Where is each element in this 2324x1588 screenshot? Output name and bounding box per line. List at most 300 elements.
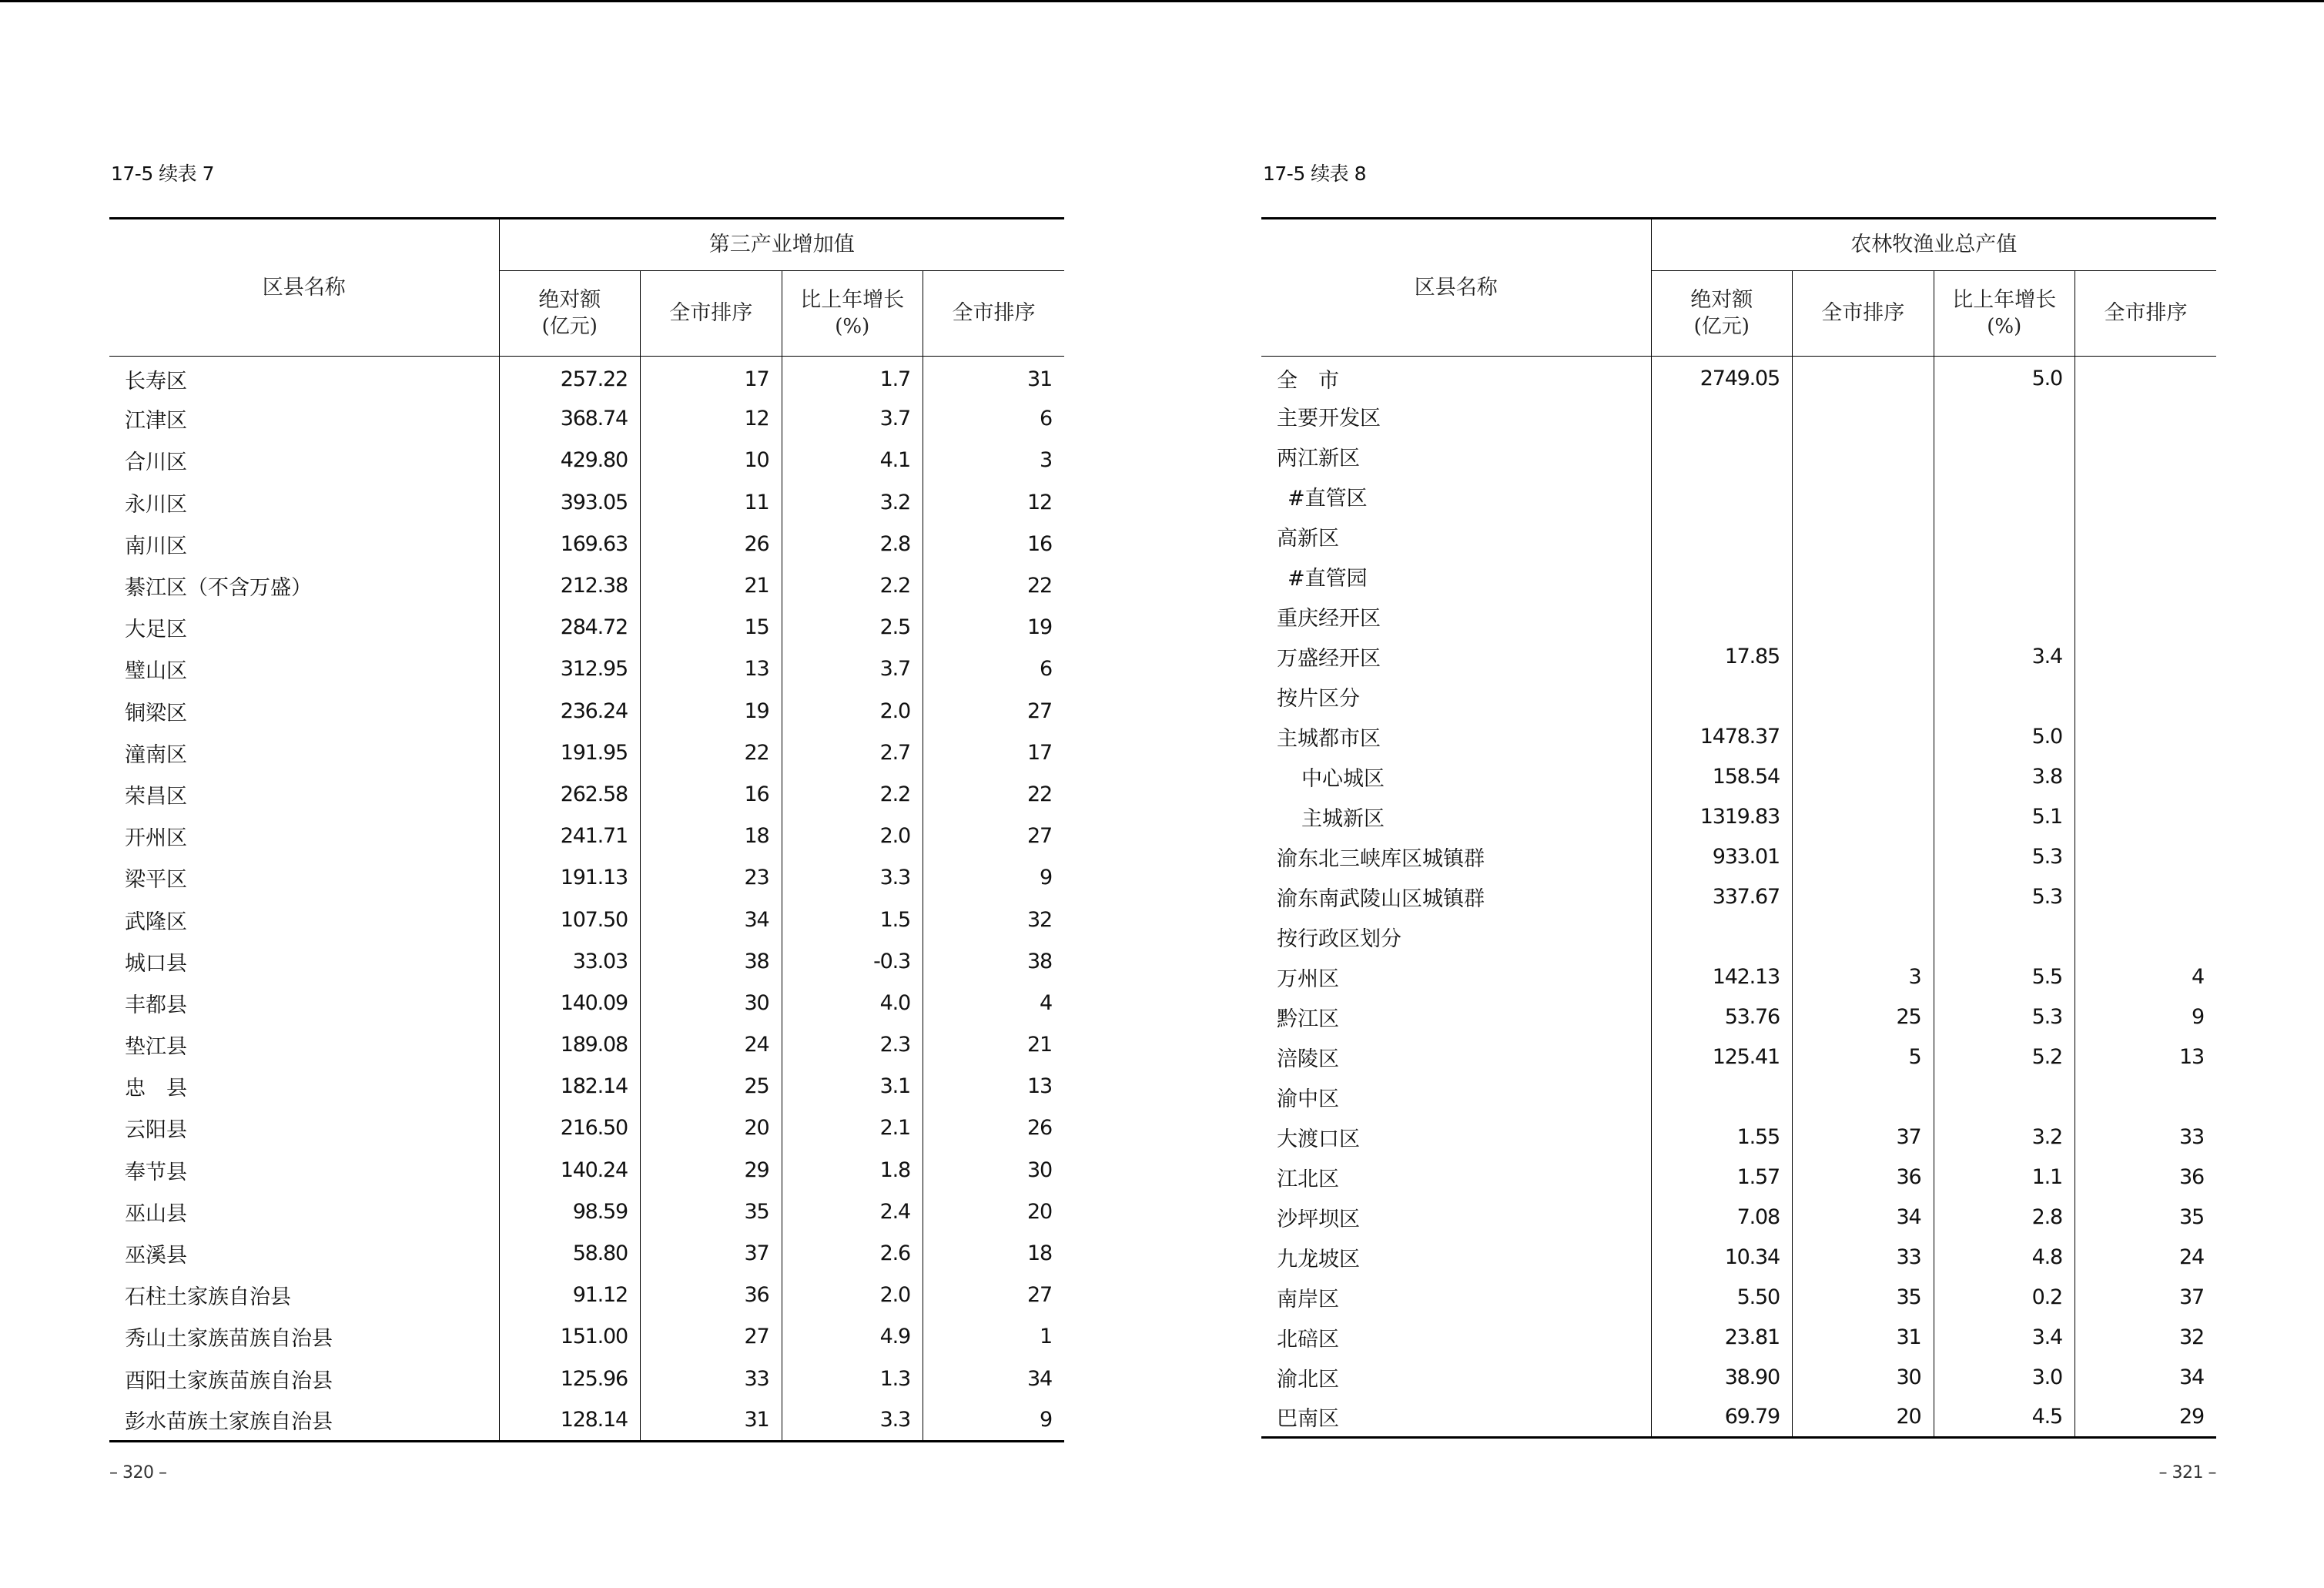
growth-rank-cell: 12 [1027,490,1052,514]
district-name-cell: 綦江区（不含万盛） [109,565,499,606]
district-name-cell: 主城都市区 [1261,717,1651,757]
growth-cell [1934,397,2075,437]
right-page [1261,0,2216,1588]
absolute-value-cell: 393.05 [499,481,641,523]
rank-cell: 15 [641,607,782,648]
table-row [109,1107,1064,1149]
table-row [109,440,1064,481]
table-row [109,1024,1064,1066]
growth-cell: 5.3 [1934,837,2075,877]
absolute-value-cell: 191.95 [499,732,641,773]
column-header-growth-rank [923,271,1065,357]
absolute-value-cell: 284.72 [499,607,641,648]
growth-cell: 1.7 [782,357,923,398]
absolute-value-cell: 158.54 [1651,757,1793,797]
growth-cell [1934,917,2075,957]
growth-cell: 2.5 [782,607,923,648]
growth-rank-cell [2075,357,2217,397]
district-name-cell: 城口县 [109,940,499,982]
district-name-cell: 中心城区 [1261,757,1651,797]
column-header-growth-rank [2075,271,2217,357]
absolute-value-cell: 2749.05 [1651,357,1793,397]
rank-cell: 37 [1793,1117,1934,1157]
growth-cell [1934,477,2075,517]
growth-rank-cell: 35 [2179,1205,2204,1229]
table-row [109,773,1064,815]
district-name-cell: #直管区 [1261,477,1651,517]
absolute-value-cell: 1319.83 [1651,797,1793,837]
rank-cell [1793,477,1934,517]
district-name-cell: 秀山土家族苗族自治县 [109,1316,499,1358]
absolute-value-cell [1651,557,1793,597]
growth-cell: 3.4 [1934,637,2075,677]
column-header-absolute [1651,271,1793,357]
growth-cell: 3.4 [1934,1318,2075,1358]
district-name-cell: 合川区 [109,440,499,481]
column-header-growth [1934,271,2075,357]
growth-rank-cell: 27 [1027,824,1052,849]
table-row [1261,357,2216,397]
table-row [1261,1117,2216,1157]
absolute-value-cell [1651,917,1793,957]
rank-cell: 16 [641,773,782,815]
absolute-value-cell: 7.08 [1651,1198,1793,1238]
absolute-value-cell: 368.74 [499,398,641,440]
table-row [1261,757,2216,797]
rank-cell: 25 [641,1066,782,1107]
absolute-value-cell [1651,517,1793,557]
district-name-cell: 万州区 [1261,957,1651,997]
growth-cell: 5.3 [1934,997,2075,1037]
growth-rank-cell: 20 [1027,1199,1052,1224]
rank-cell [1793,797,1934,837]
rank-cell: 5 [1793,1037,1934,1077]
rank-cell: 30 [641,982,782,1023]
absolute-value-cell: 107.50 [499,899,641,940]
absolute-value-cell: 236.24 [499,690,641,732]
table-row [1261,957,2216,997]
rank-cell: 11 [641,481,782,523]
district-name-cell: 沙坪坝区 [1261,1198,1651,1238]
rank-cell: 24 [641,1024,782,1066]
district-name-cell: 高新区 [1261,517,1651,557]
district-name-cell: 北碚区 [1261,1318,1651,1358]
district-name-cell: 长寿区 [109,357,499,398]
growth-rank-cell: 32 [2179,1325,2204,1349]
absolute-value-cell [1651,597,1793,637]
growth-cell: 2.0 [782,816,923,857]
district-name-cell: 开州区 [109,816,499,857]
rank-cell [1793,597,1934,637]
absolute-value-cell: 58.80 [499,1232,641,1274]
growth-cell [1934,677,2075,717]
district-name-cell: 垫江县 [109,1024,499,1066]
growth-cell: -0.3 [782,940,923,982]
growth-rank-cell [2075,797,2217,837]
absolute-value-cell: 1.55 [1651,1117,1793,1157]
agriculture-output-table [1261,217,2216,1439]
rank-cell [1793,517,1934,557]
absolute-value-cell: 933.01 [1651,837,1793,877]
growth-cell: 2.6 [782,1232,923,1274]
column-header-growth [782,271,923,357]
rank-cell: 26 [641,523,782,565]
district-name-cell: 璧山区 [109,648,499,690]
table-row [109,816,1064,857]
rank-cell: 19 [641,690,782,732]
absolute-value-cell: 191.13 [499,857,641,899]
growth-rank-cell: 6 [1040,407,1052,431]
growth-rank-cell [2075,717,2217,757]
absolute-value-cell: 1.57 [1651,1157,1793,1198]
district-name-cell: 按行政区划分 [1261,917,1651,957]
absolute-value-cell [1651,397,1793,437]
growth-rank-cell: 37 [2179,1285,2204,1309]
column-group-header: 第三产业增加值 [499,219,1064,271]
table-row [109,899,1064,940]
absolute-value-cell: 125.41 [1651,1037,1793,1077]
growth-cell: 3.2 [1934,1117,2075,1157]
growth-cell: 3.0 [1934,1358,2075,1398]
growth-rank-cell: 9 [1040,1408,1052,1432]
column-header-absolute [499,271,641,357]
growth-cell: 2.2 [782,773,923,815]
rank-cell [1793,917,1934,957]
table-row [1261,437,2216,477]
absolute-value-cell: 216.50 [499,1107,641,1149]
growth-cell: 2.1 [782,1107,923,1149]
table-row [109,607,1064,648]
growth-rank-cell: 1 [1040,1325,1052,1349]
header-label: 绝对额 [538,288,601,312]
rank-cell: 29 [641,1149,782,1191]
district-name-cell: 涪陵区 [1261,1037,1651,1077]
growth-cell: 3.8 [1934,757,2075,797]
rank-cell [1793,1077,1934,1117]
growth-rank-cell: 9 [2192,1005,2204,1029]
district-name-cell: 铜梁区 [109,690,499,732]
absolute-value-cell: 140.09 [499,982,641,1023]
table-row [109,1066,1064,1107]
growth-cell: 5.1 [1934,797,2075,837]
rank-cell: 22 [641,732,782,773]
district-name-cell: 南川区 [109,523,499,565]
column-header-rank [641,271,782,357]
district-name-cell: 石柱土家族自治县 [109,1275,499,1316]
header-unit: (%) [835,315,870,338]
table-row [109,1358,1064,1399]
table-row [109,690,1064,732]
rank-cell: 38 [641,940,782,982]
growth-rank-cell: 32 [1027,907,1052,932]
header-label: 绝对额 [1690,288,1753,312]
table-row [1261,1398,2216,1438]
absolute-value-cell: 17.85 [1651,637,1793,677]
rank-cell: 13 [641,648,782,690]
table-row [109,357,1064,398]
rank-cell: 21 [641,565,782,606]
table-row [1261,1238,2216,1278]
growth-cell: 2.3 [782,1024,923,1066]
growth-cell: 3.7 [782,648,923,690]
absolute-value-cell: 23.81 [1651,1318,1793,1358]
growth-rank-cell [2075,557,2217,597]
growth-rank-cell [2075,757,2217,797]
district-name-cell: 南岸区 [1261,1278,1651,1318]
header-label: 全市排序 [2104,301,2188,325]
header-unit: (亿元) [541,315,598,338]
table-row [1261,877,2216,917]
column-group-header: 农林牧渔业总产值 [1651,219,2216,271]
rank-cell: 36 [1793,1157,1934,1198]
rank-cell [1793,757,1934,797]
table-row [1261,1198,2216,1238]
table-row [109,982,1064,1023]
rank-cell [1793,677,1934,717]
table-row [1261,917,2216,957]
table-caption: 17-5 续表 7 [111,162,215,185]
page-number: – 320 – [109,1463,167,1482]
table-row [1261,477,2216,517]
rank-cell: 33 [1793,1238,1934,1278]
growth-cell: 5.3 [1934,877,2075,917]
growth-rank-cell: 13 [2179,1045,2204,1069]
growth-rank-cell: 22 [1027,782,1052,806]
rank-cell: 33 [641,1358,782,1399]
growth-cell: 3.3 [782,1399,923,1441]
growth-rank-cell [2075,877,2217,917]
growth-cell: 5.0 [1934,717,2075,757]
growth-rank-cell [2075,517,2217,557]
table-caption: 17-5 续表 8 [1263,162,1367,185]
district-name-cell: 渝东北三峡库区城镇群 [1261,837,1651,877]
rank-cell: 10 [641,440,782,481]
growth-cell: 2.7 [782,732,923,773]
absolute-value-cell: 312.95 [499,648,641,690]
table-row [109,1232,1064,1274]
rank-cell: 12 [641,398,782,440]
absolute-value-cell: 429.80 [499,440,641,481]
rank-cell: 25 [1793,997,1934,1037]
growth-cell: 2.8 [1934,1198,2075,1238]
growth-rank-cell: 22 [1027,574,1052,598]
table-row [109,481,1064,523]
absolute-value-cell: 337.67 [1651,877,1793,917]
absolute-value-cell: 5.50 [1651,1278,1793,1318]
district-name-cell: 万盛经开区 [1261,637,1651,677]
table-row [1261,677,2216,717]
growth-cell: 4.5 [1934,1398,2075,1438]
table-row [1261,1157,2216,1198]
rank-cell: 20 [1793,1398,1934,1438]
growth-cell: 3.3 [782,857,923,899]
growth-cell: 1.8 [782,1149,923,1191]
rank-cell: 37 [641,1232,782,1274]
absolute-value-cell [1651,1077,1793,1117]
district-name-cell: 彭水苗族土家族自治县 [109,1399,499,1441]
absolute-value-cell [1651,477,1793,517]
district-name-cell: 永川区 [109,481,499,523]
district-name-cell: 巴南区 [1261,1398,1651,1438]
absolute-value-cell: 189.08 [499,1024,641,1066]
rank-cell: 3 [1793,957,1934,997]
growth-cell [1934,437,2075,477]
growth-cell: 2.4 [782,1191,923,1232]
table-row [1261,1278,2216,1318]
district-name-cell: 渝东南武陵山区城镇群 [1261,877,1651,917]
growth-rank-cell: 4 [1040,990,1052,1015]
district-name-cell: 云阳县 [109,1107,499,1149]
column-header-district: 区县名称 [1261,219,1651,357]
district-name-cell: 忠 县 [109,1066,499,1107]
growth-cell: 2.2 [782,565,923,606]
rank-cell: 23 [641,857,782,899]
absolute-value-cell: 169.63 [499,523,641,565]
absolute-value-cell: 241.71 [499,816,641,857]
growth-rank-cell [2075,837,2217,877]
growth-rank-cell: 4 [2192,965,2204,989]
table-row [1261,1318,2216,1358]
growth-cell: 2.8 [782,523,923,565]
rank-cell [1793,837,1934,877]
district-name-cell: 荣昌区 [109,773,499,815]
growth-rank-cell: 18 [1027,1241,1052,1266]
rank-cell: 36 [641,1275,782,1316]
growth-rank-cell: 34 [1027,1366,1052,1391]
district-name-cell: 主要开发区 [1261,397,1651,437]
growth-cell [1934,517,2075,557]
district-name-cell: 渝北区 [1261,1358,1651,1398]
page-number: – 321 – [2158,1463,2216,1482]
growth-cell: 4.0 [782,982,923,1023]
district-name-cell: 黔江区 [1261,997,1651,1037]
growth-cell: 2.0 [782,1275,923,1316]
growth-rank-cell [2075,437,2217,477]
growth-rank-cell: 30 [1027,1157,1052,1182]
table-row [109,1149,1064,1191]
growth-rank-cell [2075,677,2217,717]
growth-rank-cell: 34 [2179,1365,2204,1389]
absolute-value-cell: 140.24 [499,1149,641,1191]
district-name-cell: 重庆经开区 [1261,597,1651,637]
growth-rank-cell: 24 [2179,1245,2204,1269]
growth-rank-cell [2075,597,2217,637]
rank-cell: 18 [641,816,782,857]
rank-cell: 30 [1793,1358,1934,1398]
table-row [109,1275,1064,1316]
district-name-cell: 巫溪县 [109,1232,499,1274]
table-row [1261,637,2216,677]
left-page [109,0,1064,1588]
growth-cell: 5.0 [1934,357,2075,397]
table-row [1261,797,2216,837]
table-row [109,1399,1064,1441]
absolute-value-cell: 1478.37 [1651,717,1793,757]
table-row [1261,1358,2216,1398]
absolute-value-cell: 151.00 [499,1316,641,1358]
growth-cell: 4.9 [782,1316,923,1358]
growth-rank-cell: 3 [1040,448,1052,473]
growth-cell: 4.8 [1934,1238,2075,1278]
district-name-cell: 潼南区 [109,732,499,773]
table-body [1261,357,2216,1438]
absolute-value-cell: 69.79 [1651,1398,1793,1438]
growth-rank-cell: 19 [1027,615,1052,640]
table-row [1261,837,2216,877]
district-name-cell: 武隆区 [109,899,499,940]
district-name-cell: 九龙坡区 [1261,1238,1651,1278]
growth-rank-cell: 27 [1027,1283,1052,1308]
absolute-value-cell: 128.14 [499,1399,641,1441]
growth-rank-cell: 38 [1027,949,1052,973]
absolute-value-cell [1651,677,1793,717]
rank-cell [1793,357,1934,397]
table-body [109,357,1064,1442]
absolute-value-cell: 98.59 [499,1191,641,1232]
table-row [1261,557,2216,597]
rank-cell: 31 [641,1399,782,1441]
rank-cell: 34 [1793,1198,1934,1238]
growth-cell: 1.3 [782,1358,923,1399]
growth-rank-cell: 26 [1027,1116,1052,1141]
table-row [109,940,1064,982]
table-row [1261,997,2216,1037]
growth-rank-cell: 9 [1040,866,1052,890]
growth-rank-cell [2075,477,2217,517]
district-name-cell: 巫山县 [109,1191,499,1232]
growth-cell: 5.2 [1934,1037,2075,1077]
absolute-value-cell: 33.03 [499,940,641,982]
growth-cell: 2.0 [782,690,923,732]
growth-cell: 3.2 [782,481,923,523]
header-unit: (亿元) [1693,315,1750,338]
growth-rank-cell: 36 [2179,1165,2204,1189]
growth-cell [1934,597,2075,637]
rank-cell: 35 [641,1191,782,1232]
rank-cell: 34 [641,899,782,940]
header-label: 全市排序 [669,301,753,325]
table-row [1261,397,2216,437]
header-label: 比上年增长 [800,288,905,312]
district-name-cell: 两江新区 [1261,437,1651,477]
growth-rank-cell: 33 [2179,1125,2204,1149]
district-name-cell: 江北区 [1261,1157,1651,1198]
growth-cell: 5.5 [1934,957,2075,997]
table-row [1261,1037,2216,1077]
rank-cell: 20 [641,1107,782,1149]
tertiary-industry-table [109,217,1064,1442]
table-row [109,1191,1064,1232]
growth-rank-cell: 21 [1027,1033,1052,1057]
absolute-value-cell: 212.38 [499,565,641,606]
district-name-cell: 奉节县 [109,1149,499,1191]
header-unit: (%) [1987,315,2022,338]
growth-cell: 1.1 [1934,1157,2075,1198]
growth-rank-cell [2075,1077,2217,1117]
rank-cell [1793,877,1934,917]
table-row [1261,597,2216,637]
table-row [109,1316,1064,1358]
growth-rank-cell: 13 [1027,1074,1052,1099]
absolute-value-cell: 257.22 [499,357,641,398]
column-header-district: 区县名称 [109,219,499,357]
growth-cell: 3.7 [782,398,923,440]
absolute-value-cell: 142.13 [1651,957,1793,997]
table-row [1261,1077,2216,1117]
header-label: 全市排序 [952,301,1036,325]
rank-cell [1793,397,1934,437]
district-name-cell: 丰都县 [109,982,499,1023]
